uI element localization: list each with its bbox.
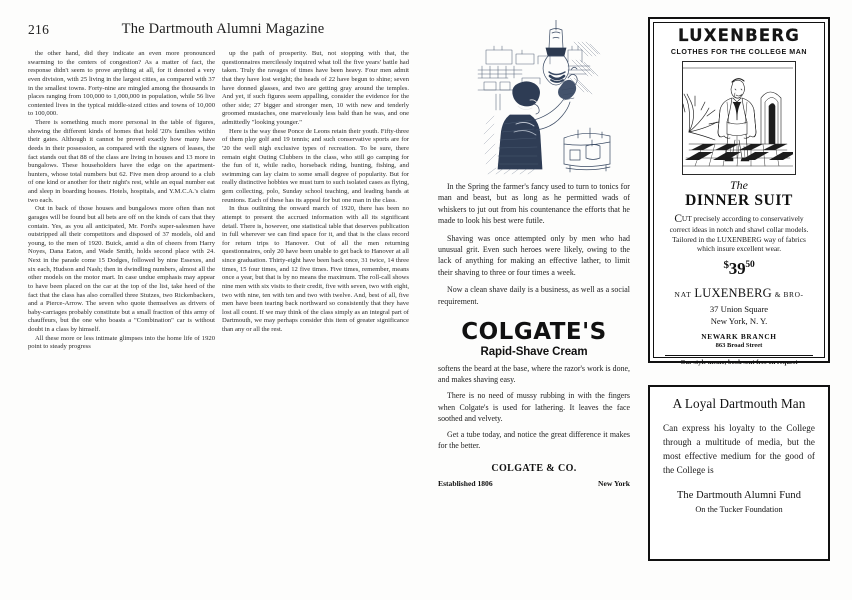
luxenberg-the-label: The	[730, 177, 748, 192]
luxenberg-price	[663, 260, 815, 277]
firm-suffix: & BRO-	[774, 290, 804, 300]
luxenberg-tagline: CLOTHES FOR THE COLLEGE MAN	[670, 47, 808, 56]
address-line-2: New York, N. Y.	[710, 315, 768, 326]
paragraph: the other hand, did they indicate an even more pronounced swarming to the centers of congestion? As a matter of fact, the response didn't seem to prove anything at all, for it denoted a very even division, with 25 living in the largest cities, as compared with 37 in the smallest towns. Forty-nine are mingled among the thousands in places ranging from 100,000 to 1,000,000 in population, while 56 live contented lives in the typical middle-sized cities and towns of 10,000 to 100,000.	[28, 50, 215, 118]
firm-name: LUXENBERG	[694, 286, 772, 301]
paragraph: softens the beard at the base, where the razor's work is done, and makes shaving easy.	[438, 364, 630, 385]
fund-name: The Dartmouth Alumni Fund	[676, 490, 801, 502]
divider	[665, 355, 813, 356]
page-number: 216	[28, 22, 50, 37]
colgate-product-name: Rapid-Shave Cream	[480, 346, 588, 359]
price-cents: 50	[745, 260, 755, 271]
magazine-title: The Dartmouth Alumni Magazine	[121, 21, 325, 37]
luxenberg-ad-inner-frame	[653, 22, 825, 367]
price-dollars: 39	[728, 259, 746, 279]
luxenberg-branch-label: NEWARK BRANCH	[701, 332, 777, 342]
luxenberg-advertisement	[648, 17, 830, 367]
paragraph: Now a clean shave daily is a business, as well as a social requirement.	[438, 285, 630, 306]
alumni-fund-advertisement	[648, 385, 830, 561]
price-currency: $	[723, 259, 729, 272]
paragraph: up the path of prosperity. But, not stopping with that, the questionnaires mercilessly inquired what toll the five years' battle had taken. Truly the ravages of times have been heavy. Four men admit that they have lost weight; the heads of 22 have begun to shine; seven have donned glasses, and two are getting gray around the temples. And yet, if such figures seem appalling, consider the evidence for the other side; 27 bigger and stronger men, 10 with new and tenderly groomed mustaches, one marvelously less bald than he was, and one admittedly "looking younger."	[222, 50, 409, 126]
article-column-2	[222, 50, 409, 335]
paragraph: There is something much more personal in the table of figures, showing the different kinds of homes that hold '20's families within their gates. Although it cannot be proved exactly how many have deeds in their possession, as compared with the signers of leases, the fact stands out that 88 of the class are living in houses and 13 more in bungalows. These householders have the edge on the apartment-hunters, whose total numbers but 62. Five men drop around to a club of one kind or another for their night's rest, while an equal number eat and sleep in boarding houses. Hotels, hospitals, and Y.M.C.A.'s claim two each.	[28, 119, 215, 204]
paragraph: All these more or less intimate glimpses into the home life of 1920 point to steady progress	[28, 334, 215, 351]
colgate-advertisement	[438, 20, 630, 488]
luxenberg-description-text: UT precisely according to conservatively correct ideas in notch and shawl collar models. Tailored in the LUXENBERG way of fabrics which insure excellent wear.	[669, 213, 809, 254]
paragraph: Get a tube today, and notice the great difference it makes for the better.	[438, 430, 630, 451]
luxenberg-description	[663, 214, 815, 254]
colgate-established: Established 1806	[438, 479, 493, 489]
colgate-body-copy	[438, 363, 630, 451]
paragraph: Here is the way these Ponce de Leons retain their youth. Fifty-three of them play golf and 19 tennis; and such conservative sports are for '20 the well nigh exclusive types of recreation. To be sure, there remain eight Outing Clubbers in the class, who still go camping for the fun of it, while radio, horseback riding, hunting, fishing, and swimming can lay claim to some small degree of popularity. But for really distinctive hobbies we must turn to such isolated cases as flying, gem collecting, polo, Sunday school teaching, and leading bands at reunions. Each of these has its appeal for but one man in the class.	[222, 127, 409, 204]
paragraph: Out in back of those houses and bungalows more often than not garages will be found but all bets are off on the kinds of cars that they contain. Yes, as you all anticipated, Mr. Ford's super-salesmen have outstripped all their competitors and disposed of 37 models, old and young, to the men of 1920. Buick, amid a din of cheers from Harry Noyes, Dana Eaton, and Wade Smith, holds second place with 24. Next in the parade come 15 Dodges, followed by nine Essexes, and six each, Hudson and Nash; then in dwindling numbers, almost all the other models on the motor mart. In case undue emphasis may appear to have been placed on the car at the top of the list, take heed of the fact that the class has also corralled three Stutzes, two Rickenbackers, and a Pierce-Arrow. The seven who quote themselves as drivers of baby-carriages probably constitute but a small fraction of this army of chauffeurs, but the one who boasts a "Combination" car is without doubt in a class by himself.	[28, 205, 215, 333]
luxenberg-firm-line	[663, 286, 815, 301]
luxenberg-dropcap: C	[674, 212, 682, 225]
luxenberg-branch-address: 863 Broad Street	[715, 342, 763, 350]
luxenberg-product-name: DINNER SUIT	[685, 191, 793, 209]
luxenberg-style-memo-note: Our style memo, book sent free on request	[680, 359, 798, 367]
colgate-city: New York	[598, 479, 630, 489]
fund-headline: A Loyal Dartmouth Man	[672, 396, 806, 411]
luxenberg-brand-name: LUXENBERG	[677, 26, 801, 45]
colgate-editorial-copy	[438, 181, 630, 307]
running-head	[28, 22, 418, 42]
article-column-1	[28, 50, 215, 352]
colgate-company-name: COLGATE & CO.	[491, 463, 577, 475]
colgate-footer	[438, 479, 630, 488]
barber-shaving-scene-illustration	[438, 20, 630, 175]
paragraph: Shaving was once attempted only by men who had unusual grit. Even such heroes were likely, owing to the lack of anything for making an effective lather, to limit their shaving to three or four times a week.	[438, 233, 630, 277]
colgate-brand-logo: COLGATE'S	[461, 319, 607, 346]
firm-prefix: NAT	[674, 290, 692, 300]
paragraph: In thus outlining the onward march of 1920, there has been no attempt to present the accrued information with all its significant detail. There is, however, one statistical table that deserves publication in full wherever we can find space for it, and that is the class record for return trips to Hanover. Out of all the men returning questionnaires, only 20 have been unable to get back to Hanover at all since graduation. Thirty-eight have been back once, 31 twice, 14 three times, 15 four times, and 12 five times. Five times, remember, means once a year, but that is by no means the maximum. The roll-call shows nine men with six visits to their credit, five with seven, two with eight, two with nine, ten with ten and two with twelve. And, best of all, five men have been tearing back northward so consistently that they have lost all count. If we may think of the class simply as an integral part of Dartmouth, we may perhaps consider this item of greater significance than any or all the rest.	[222, 205, 409, 333]
address-line-1: 37 Union Square	[709, 304, 769, 315]
paragraph: There is no need of mussy rubbing in with the fingers when Colgate's is used for lathering. It leaves the face soothed and velvety.	[438, 391, 630, 423]
fund-foundation: On the Tucker Foundation	[695, 505, 783, 515]
luxenberg-address	[663, 304, 815, 327]
fund-body-copy: Can express his loyalty to the College through a multitude of media, but the most effective medium for the good of the College is	[663, 422, 815, 476]
paragraph: In the Spring the farmer's fancy used to turn to tonics for man and beast, but as long as he permitted wads of whiskers to jut out from his countenance the efforts that he made to look his best were futile.	[438, 182, 630, 226]
man-in-dinner-suit-illustration	[682, 61, 796, 175]
